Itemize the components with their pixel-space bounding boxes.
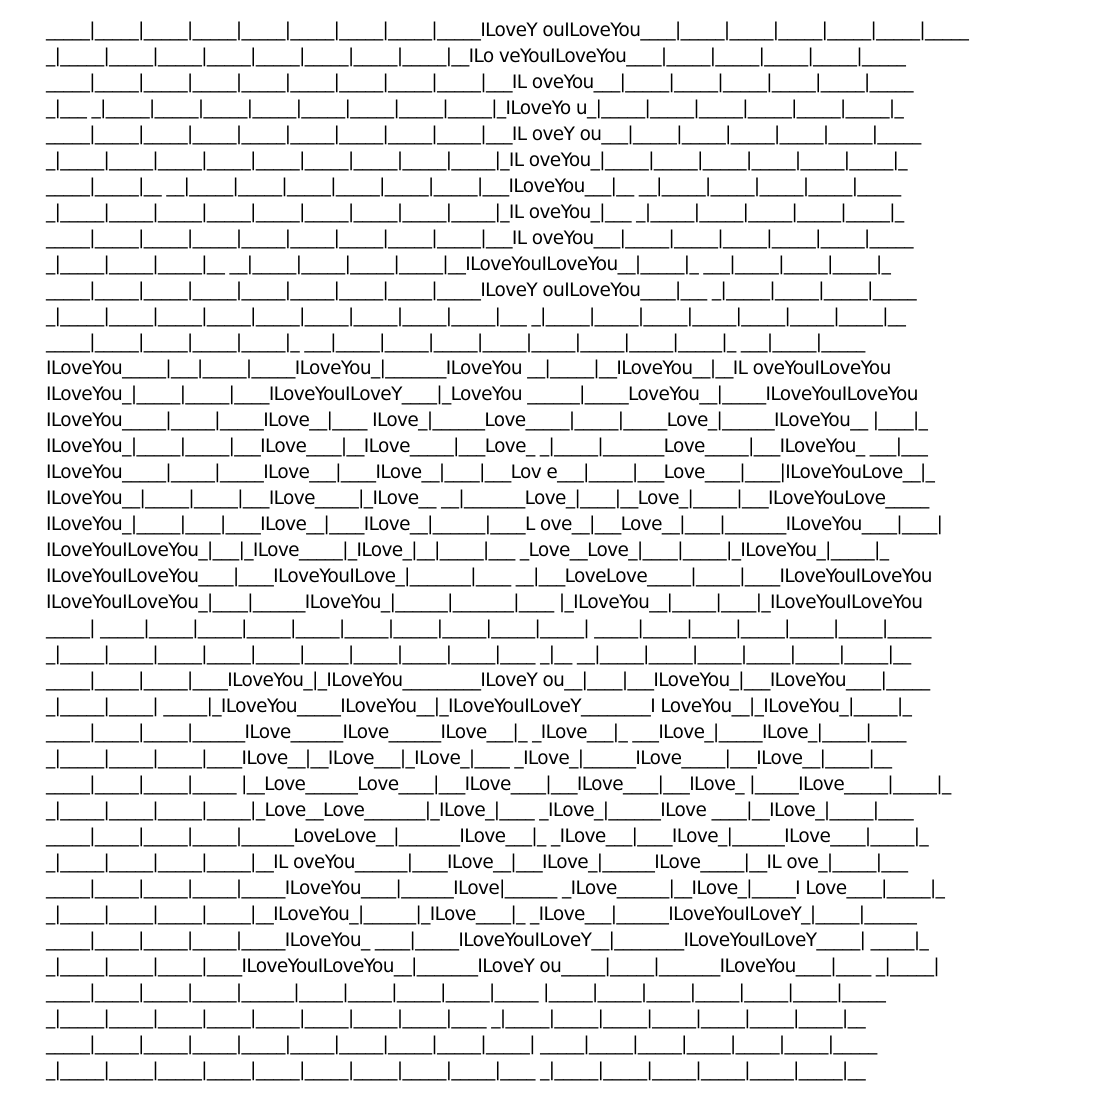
- art-line: _|_____|_____|_____|_____|_Love__Love_______|_ILove_|____ _ILove_|______ILove ____|__ILove_|_____|____: [46, 800, 913, 821]
- art-line: _|_____|_____|_____|_____|_____|_____|_____|_____|____ _|_____|_____|_____|_____|_____|_____|_____|__: [46, 1008, 865, 1029]
- ascii-art-block: [46, 18, 1086, 1084]
- art-line: _____|_____|_____|_____|_____ILoveYou____|______ILove|______ _ILove______|__ILove_|_____I Love____|_____|_: [46, 878, 945, 899]
- art-line: ILoveYou_|_____|_____|___ILove____|__ILove_____|___Love_ _|_____|_______Love_____|___ILoveYou_ ___|___: [46, 436, 928, 457]
- art-line: _____|_____|_____|_____|_____|_____|_____|_____|_____|___IL oveYou___|_____|_____|_____|_____|_____|_____: [46, 72, 913, 93]
- art-line: _____|_____|_____|______ILove______ILove______ILove___|_ _ILove___|_ ___ILove_|_____ILove_|_____|____: [46, 722, 906, 743]
- art-line: _|_____|_____|_____|____ILoveYouILoveYou__|_______ILoveY ou_____|_____|_______ILoveYou____|____ _|_____|: [46, 956, 940, 977]
- art-line: _|_____|_____|_____|__ __|_____|_____|_____|_____|__ILoveYouILoveYou__|_____|_ ___|_____|_____|_____|_: [46, 254, 891, 275]
- art-line: _|_____|_____|_____|_____|_____|_____|_____|_____|_____|____ _|__ __|_____|_____|_____|_____|_____|_____|__: [46, 644, 911, 665]
- art-line: _____|_____|_____|_____|_____|_____|_____|_____|_____ILoveY ouILoveYou____|_____|_____|_____|_____|_____|_____: [46, 20, 969, 41]
- art-line: _____|_____|_____|_____|_____|_____|_____|_____|_____|___IL oveYou___|_____|_____|_____|_____|_____|_____: [46, 228, 913, 249]
- art-line: _|_____|_____|_____|_____|_____|_____|_____|_____|_____|____ _|_____|_____|_____|_____|_____|_____|__: [46, 1060, 865, 1081]
- art-line: _____|_____|_____|_____|______|_____|_____|_____|_____|_____ |_____|_____|_____|_____|_____|_____|_____: [46, 982, 886, 1003]
- art-line: ILoveYouILoveYou_|____|______ILoveYou_|______|_______|____ |_ILoveYou__|_____|____|_ILoveYouILoveYou: [46, 592, 923, 613]
- art-line: _____|_____|_____|_____|_____|_ ___|_____|_____|_____|_____|_____|_____|_____|_____|_ ___|_____|_____: [46, 332, 865, 353]
- art-line: ILoveYouILoveYou____|____ILoveYouILove_|_______|____ __|___LoveLove_____|_____|____ILoveYouILoveYou: [46, 566, 932, 587]
- art-line: ILoveYou_____|_____|_____ILove__|____ ILove_|______Love_____|_____|_____Love_|______ILoveYou__ |____|_: [46, 410, 928, 431]
- art-line: _____|_____|_____|_____|_____|_____|_____|_____|_____|___IL oveY ou___|_____|_____|_____|_____|_____|_____: [46, 124, 921, 145]
- art-line: _|_____|_____| _____|_ILoveYou_____ILoveYou__|_ILoveYouILoveY________I LoveYou__|_ILoveYou_|_____|_: [46, 696, 912, 717]
- art-line: _|_____|_____|_____|_____|_____|_____|_____|_____|__ILo veYouILoveYou____|_____|_____|_____|_____|_____: [46, 46, 906, 67]
- art-line: ILoveYou_|_____|____|____ILove__|____ILove__|______|____L ove__|___Love__|____|_______ILoveYou____|____|: [46, 514, 943, 535]
- art-line: _|_____|_____|_____|_____|_____|_____|_____|_____|_____|_IL oveYou_|___ _|_____|_____|_____|_____|_____|_: [46, 202, 904, 223]
- art-line: _|_____|_____|_____|____ILove__|__ILove___|_ILove_|____ _ILove_|______ILove_____|___ILove__|_____|__: [46, 748, 892, 769]
- art-line: ILoveYou_|_____|_____|____ILoveYouILoveY____|_LoveYou ______|_____LoveYou__|_____ILoveYouILoveYou: [46, 384, 918, 405]
- art-line: _|_____|_____|_____|_____|_____|_____|_____|_____|_____|___ _|_____|_____|_____|_____|_____|_____|_____|__: [46, 306, 906, 327]
- art-line: _|_____|_____|_____|_____|__ILoveYou_|______|_ILove____|_ _ILove___|______ILoveYouILoveY_|_____|______: [46, 904, 917, 925]
- art-line: ILoveYouILoveYou_|___|_ILove_____|_ILove_|__|_____|___ _Love__Love_|____|_____|_ILoveYou_|_____|_: [46, 540, 889, 561]
- art-line: _|_____|_____|_____|_____|__IL oveYou______|____ILove__|___ILove_|______ILove_____|__IL ove_|_____|___: [46, 852, 908, 873]
- art-line: _|___ _|_____|_____|_____|_____|_____|_____|_____|_____|_ILoveYo u_|_____|_____|_____|_____|_____|_____|_: [46, 98, 904, 119]
- art-line: _____|_____|_____|____ILoveYou_|_ILoveYou_________ILoveY ou__|____|___ILoveYou_|___ILoveYou____|_____: [46, 670, 930, 691]
- art-line: _____| _____|_____|_____|_____|_____|_____|_____|_____|_____|_____| _____|_____|_____|_____|_____|_____|_____: [46, 618, 931, 639]
- art-line: _|_____|_____|_____|_____|_____|_____|_____|_____|_____|_IL oveYou_|_____|_____|_____|_____|_____|_____|_: [46, 150, 907, 171]
- art-line: _____|_____|_____|_____ |__Love______Love____|___ILove____|___ILove____|___ILove_ |_____ILove_____|_____|_: [46, 774, 951, 795]
- art-line: _____|_____|__ __|_____|_____|_____|_____|_____|_____|___ILoveYou___|__ __|_____|_____|_____|_____|_____: [46, 176, 901, 197]
- art-line: _____|_____|_____|_____|______LoveLove__|_______ILove___|_ _ILove___|____ILove_|______ILove____|_____|_: [46, 826, 929, 847]
- art-line: ILoveYou_____|___|_____|_____ILoveYou_|_______ILoveYou __|_____|__ILoveYou__|__IL oveYouILoveYou: [46, 358, 891, 379]
- art-line: ILoveYou__|_____|_____|___ILove_____|_ILove__ __|_______Love_|____|__Love_|_____|___ILoveYouLove_____: [46, 488, 929, 509]
- art-line: _____|_____|_____|_____|_____ILoveYou_ ____|_____ILoveYouILoveY__|________ILoveYouILoveY_____| _____|_: [46, 930, 929, 951]
- art-line: ILoveYou_____|_____|_____ILove___|____ILove__|____|___Lov e___|_____|___Love____|____|ILoveYouLove__|_: [46, 462, 935, 483]
- art-line: _____|_____|_____|_____|_____|_____|_____|_____|_____ILoveY ouILoveYou____|___ _|_____|_____|_____|_____: [46, 280, 917, 301]
- art-line: _____|_____|_____|_____|_____|_____|_____|_____|_____|_____| _____|_____|_____|_____|_____|_____|_____: [46, 1034, 877, 1055]
